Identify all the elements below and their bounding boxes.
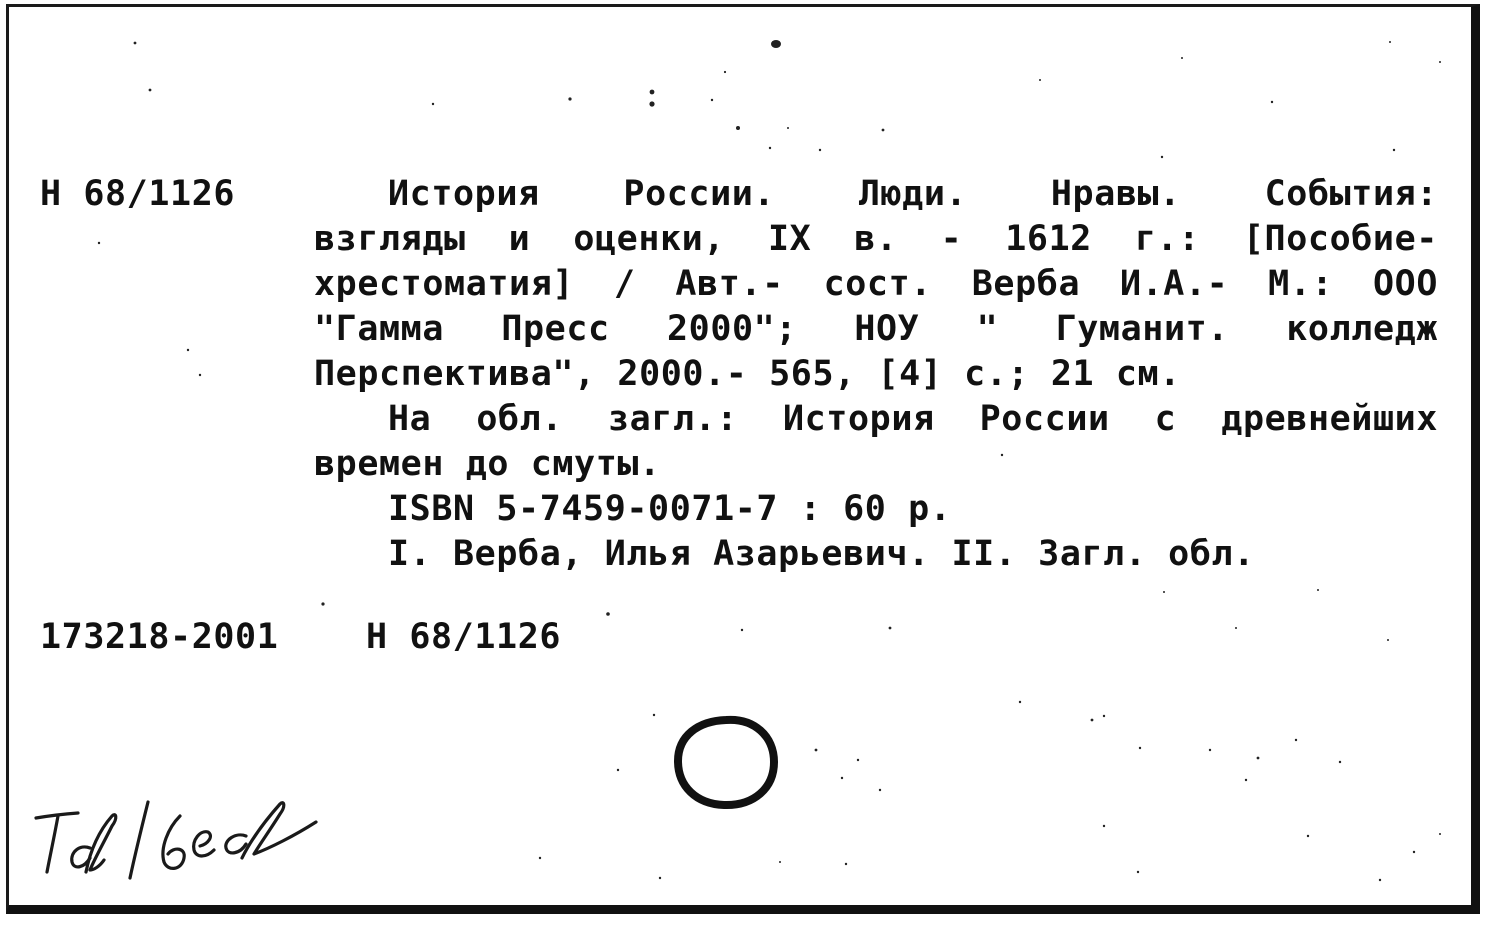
description-word: / (613, 264, 636, 304)
handwritten-note (28, 786, 328, 896)
description-word: ООО (1372, 264, 1438, 304)
note-word: с (1154, 399, 1177, 439)
description-word: и (508, 219, 531, 259)
description-word: Нравы. (1050, 174, 1181, 214)
note-line-2: времен до смуты. (314, 444, 661, 484)
description-word: Люди. (858, 174, 968, 214)
footer-call-number: Н 68/1126 (366, 617, 562, 657)
note-word: обл. (476, 399, 563, 439)
card-hole (668, 712, 784, 812)
description-word: в. (854, 219, 898, 259)
description-word: - (940, 219, 963, 259)
description-word: взгляды (314, 219, 466, 259)
description-word: События: (1264, 174, 1438, 214)
description-word: " (976, 309, 999, 349)
description-word: М.: (1268, 264, 1334, 304)
note-word: России (979, 399, 1110, 439)
description-word: [Пособие- (1242, 219, 1438, 259)
description-word: г.: (1134, 219, 1200, 259)
description-line-3 (314, 262, 1438, 307)
description-word: "Гамма (314, 309, 445, 349)
description-word: Пресс (501, 309, 610, 349)
description-word: IX (767, 219, 812, 259)
description-word: Гуманит. (1055, 309, 1229, 349)
description-word: И.А.- (1119, 264, 1229, 304)
note-word: древнейших (1221, 399, 1438, 439)
note-word: История (782, 399, 935, 439)
description-word: Верба (971, 264, 1081, 304)
note-word: На (388, 399, 432, 439)
description-word: Авт.- (675, 264, 784, 304)
note-word: загл.: (607, 399, 738, 439)
description-word: оценки, (573, 219, 726, 259)
description-word: 1612 (1005, 219, 1092, 259)
description-word: колледж (1286, 309, 1438, 349)
description-word: 2000"; (666, 309, 798, 349)
description-line-4 (314, 307, 1438, 352)
description-word: НОУ (854, 309, 920, 349)
description-word: России. (623, 174, 776, 214)
description-word: сост. (823, 264, 932, 304)
description-word: История (388, 174, 540, 214)
description-word: хрестоматия] (314, 264, 575, 304)
inventory-number: 173218-2001 (40, 617, 279, 657)
tracings-line: I. Верба, Илья Азарьевич. II. Загл. обл. (388, 534, 1255, 574)
description-line-2 (314, 217, 1438, 262)
note-line-1 (388, 397, 1438, 442)
description-line-1 (388, 172, 1438, 217)
call-number: Н 68/1126 (40, 174, 236, 214)
isbn-line: ISBN 5-7459-0071-7 : 60 р. (388, 489, 952, 529)
description-line-5: Перспектива", 2000.- 565, [4] с.; 21 см. (314, 354, 1181, 394)
